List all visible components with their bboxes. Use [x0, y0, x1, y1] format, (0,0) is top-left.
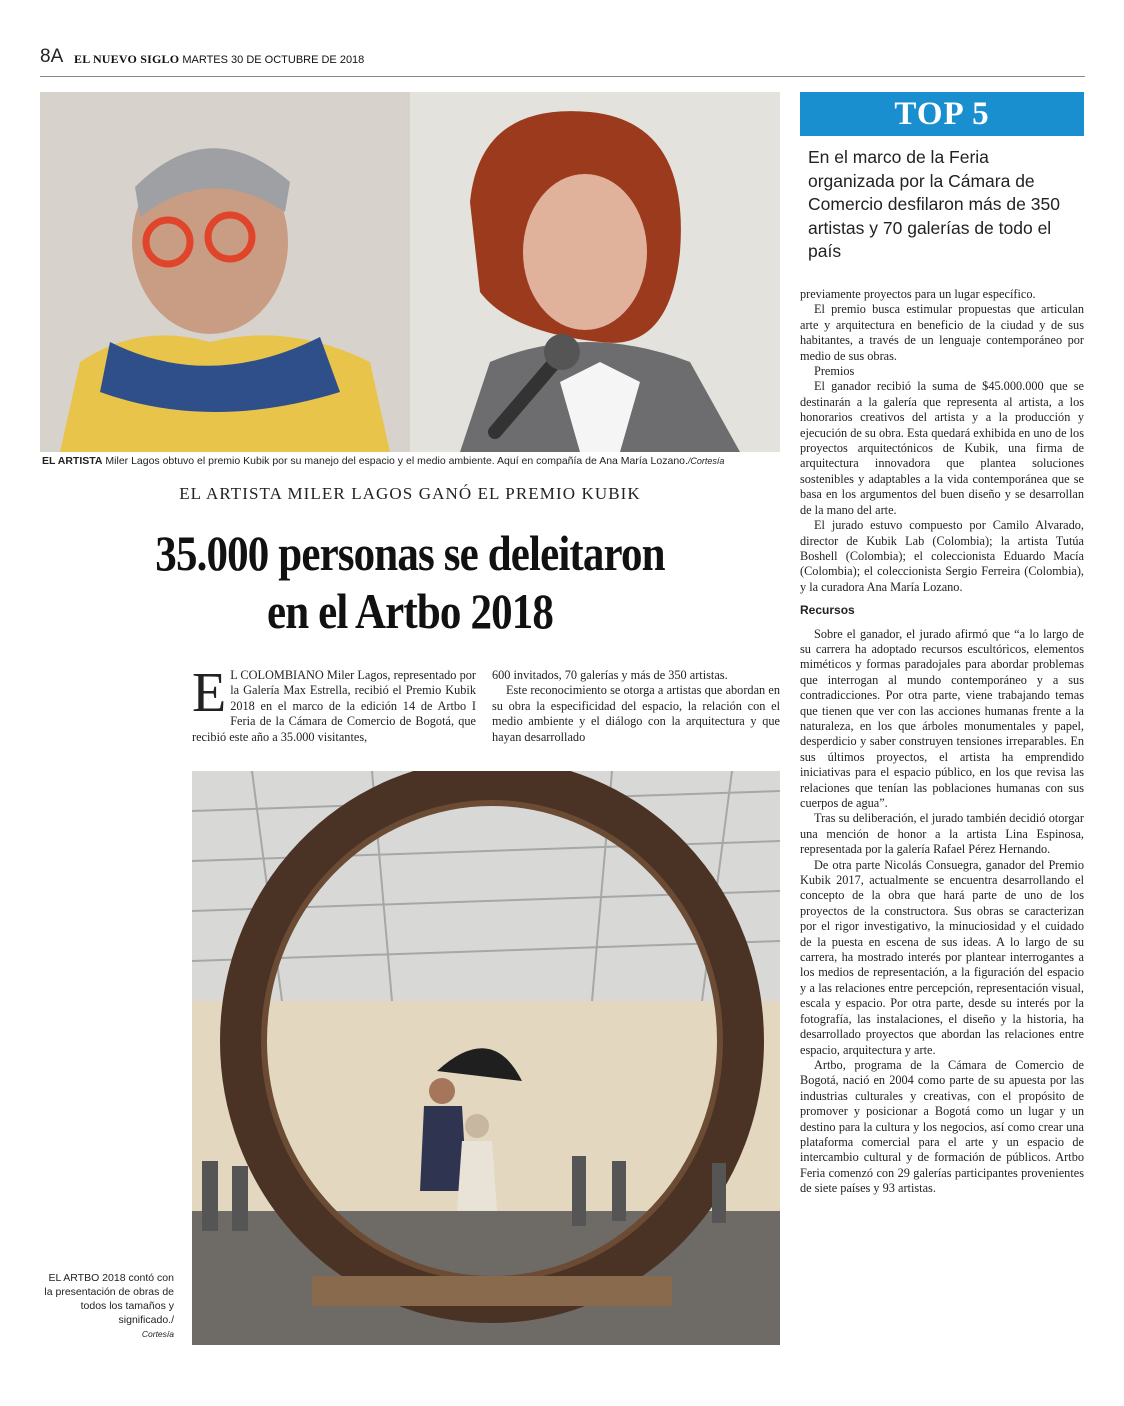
issue-date: MARTES 30 DE OCTUBRE DE 2018: [182, 54, 365, 66]
column-3-paragraph-5: El jurado estuvo compuesto por Camilo Alvarado, director de Kubik Lab (Colombia); la artista Tutúa Boshell (Colombia); el coleccionista Eduardo Macía (Colombia); el coleccionista Sergio Ferreira (Colombia), y la curadora Ana María Lozano.: [800, 518, 1084, 594]
top5-description: En el marco de la Feria organizada por la Cámara de Comercio desfilaron más de 350 artistas y 70 galerías de todo el país: [808, 147, 1060, 261]
column-1-paragraph: L COLOMBIANO Miler Lagos, representado por la Galería Max Estrella, recibió el Premio Kubik 2018 en el marco de la edición 14 de Artbo I Feria de la Cámara de Comercio de Bogotá, que recibió este año a 35.000 visitantes,: [192, 668, 476, 744]
headline-line-2: en el Artbo 2018: [266, 583, 554, 639]
column-3-paragraph-2: El premio busca estimular propuestas que articulan arte y arquitectura en beneficio de la ciudad y de sus habitantes, a través de un lenguaje contemporáneo por medio de sus obras.: [800, 302, 1084, 363]
column-3-subhead: Recursos: [800, 603, 855, 618]
column-2-paragraph-1: 600 invitados, 70 galerías y más de 350 artistas.: [492, 668, 728, 682]
column-3-paragraph-6: Sobre el ganador, el jurado afirmó que “a lo largo de su carrera ha adoptado recursos escultóricos, elementos miméticos y formas paradojales para abordar problemas que interrogan al mundo contemporáneo y a sus contradicciones. Por otra parte, viene trabajando temas que tienen que ver con las acciones humanas frente a la naturaleza, en los que árboles monumentales y papel, desperdicio y saber construyen tensiones irreparables. En sus últimos proyectos, el artista ha emprendido iniciativas para el espacio público, en los que revisa las relaciones que tenían las poblaciones humanas con sus cuerpos de agua”.: [800, 626, 1084, 810]
column-3-paragraph-8: De otra parte Nicolás Consuegra, ganador del Premio Kubik 2017, actualmente se encuentra desarrollando el concepto de la obra que hará parte de uno de los proyectos de la constructora. Sus obras se caracterizan por el rigor investigativo, la minuciosidad y el cuidado de la puesta en escena de sus ideas. A lo largo de su carrera, ha mostrado interés por plantear interrogantes a los medios de representación, a la figuración del espacio y a las relaciones entre percepción, representación visual, escala y espacio. Por otra parte, desde su interés por la fotografía, las instalaciones, el diseño y la historia, ha desarrollado proyectos que abordan las relaciones entre espacio, arquitectura y arte.: [800, 857, 1084, 1057]
header-rule: [40, 76, 1085, 77]
top5-title: TOP 5: [894, 96, 990, 132]
bottom-photo-credit: Cortesía: [141, 1329, 174, 1339]
top-photo-credit: /Cortesía: [687, 456, 725, 466]
article-headline: [92, 524, 728, 640]
top-photo-caption: [42, 455, 782, 467]
column-2-paragraph-2: Este reconocimiento se otorga a artistas que abordan en su obra la especificidad del espacio, la relación con el medio ambiente y el diálogo con la arquitectura y que hayan desarrollado: [492, 683, 780, 744]
masthead-line: [74, 52, 364, 67]
page-number: 8A: [40, 46, 64, 67]
column-3-paragraph-1: previamente proyectos para un lugar específico.: [800, 287, 1036, 301]
top-photo-caption-text: Miler Lagos obtuvo el premio Kubik por su manejo del espacio y el medio ambiente. Aquí en compañía de Ana María Lozano.: [102, 455, 688, 467]
column-3-paragraph-9: Artbo, programa de la Cámara de Comercio de Bogotá, nació en 2004 como parte de su apuesta por las industrias culturales y creativas, con el propósito de promover y posicionar a Bogotá como un lugar y un destino para la cultura y los negocios, así como crear una plataforma comercial para el arte y un espacio de intercambio cultural y de formación de públicos. Artbo Feria comenzó con 29 galerías participantes provenientes de siete países y 93 artistas.: [800, 1057, 1084, 1196]
top-photo-illustration: [40, 92, 780, 452]
bottom-photo-illustration: [192, 771, 780, 1345]
article-column-1: [192, 662, 476, 745]
column-3-premios: Premios: [814, 364, 855, 379]
drop-cap: E: [192, 662, 227, 724]
column-3-paragraph-4: El ganador recibió la suma de $45.000.000 que se destinarán a la galería que representa al artista, a los honorarios creativos del artista y a la producción y ejecución de su obra. Esta quedará exhibida en uno de los proyectos arquitectónicos de Kubik, una firma de arquitectura innovadora que plantea soluciones sostenibles y adaptables a la vida contemporánea que se basa en los argumentos del buen diseño y se desarrollan de la mano del arte.: [800, 379, 1084, 517]
column-3-paragraph-7: Tras su deliberación, el jurado también decidió otorgar una mención de honor a la artista Lina Espinosa, representada por la galería Rafael Pérez Hernando.: [800, 811, 1084, 857]
article-column-2: [492, 668, 780, 745]
newspaper-name: EL NUEVO SIGLO: [74, 52, 180, 66]
article-column-3: [800, 287, 1084, 1197]
bottom-photo-caption: [40, 1271, 174, 1341]
bottom-photo: [192, 771, 780, 1345]
headline-line-1: 35.000 personas se deleitaron: [155, 525, 665, 581]
top-photo-caption-lead: EL ARTISTA: [42, 455, 103, 467]
article-kicker: EL ARTISTA MILER LAGOS GANÓ EL PREMIO KUBIK: [179, 484, 641, 503]
bottom-photo-caption-lead: EL ARTBO: [48, 1272, 100, 1284]
top-photo: [40, 92, 780, 452]
bottom-photo-caption-text: 2018 contó con la presentación de obras de todos los tamaños y significado./: [44, 1272, 174, 1326]
